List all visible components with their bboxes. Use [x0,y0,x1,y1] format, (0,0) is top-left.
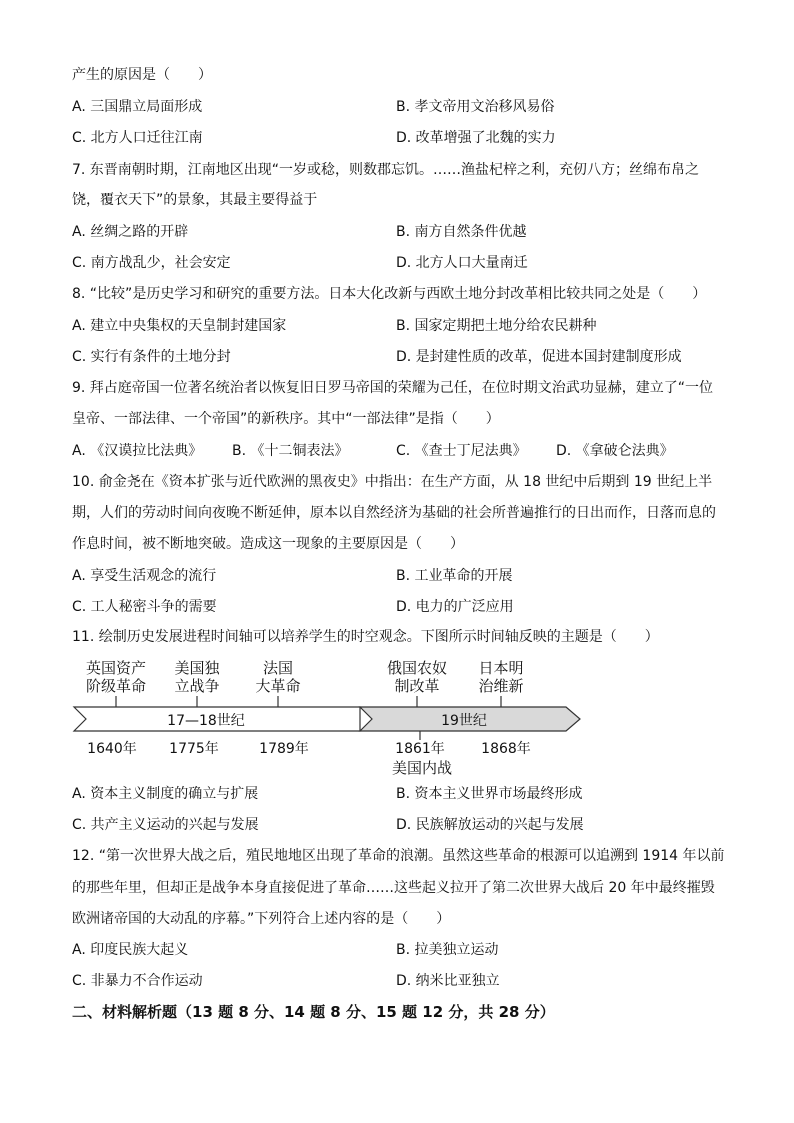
history-timeline [72,656,592,778]
timeline-year-2: 1775年 [169,741,219,757]
q8-option-a: A. 建立中央集权的天皇制封建国家 [72,318,287,334]
q8-option-c: C. 实行有条件的土地分封 [72,349,231,365]
q6-option-a: A. 三国鼎立局面形成 [72,99,203,115]
q8-stem-line-1: 8. “比较”是历史学习和研究的重要方法。日本大化改新与西欧土地分封改革相比较共同之处是（ ） [72,286,707,302]
q10-stem-line-2: 期，人们的劳动时间向夜晚不断延伸，原本以自然经济为基础的社会所普遍推行的日出而作，日落而息的 [72,505,716,521]
q12-option-d: D. 纳米比亚独立 [396,973,500,989]
q11-option-a: A. 资本主义制度的确立与扩展 [72,786,259,802]
q7-option-c: C. 南方战乱少，社会安定 [72,255,231,271]
q12-stem-line-2: 的那些年里，但却正是战争本身直接促进了革命……这些起义拉开了第二次世界大战后 20 年中最终摧毁 [72,880,715,896]
q12-option-b: B. 拉美独立运动 [396,942,499,958]
q11-option-d: D. 民族解放运动的兴起与发展 [396,817,584,833]
q9-option-c: C. 《查士丁尼法典》 [396,443,527,459]
q12-stem-line-3: 欧洲诸帝国的大动乱的序幕。”下列符合上述内容的是（ ） [72,911,451,927]
timeline-event-5-line-2: 治维新 [478,677,524,695]
q11-stem-line-1: 11. 绘制历史发展进程时间轴可以培养学生的时空观念。下图所示时间轴反映的主题是（ ） [72,629,659,645]
timeline-event-2-line-1: 美国独 [174,659,220,677]
q9-stem-line-1: 9. 拜占庭帝国一位著名统治者以恢复旧日罗马帝国的荣耀为己任，在位时期文治武功显赫，建立了“一位 [72,380,714,396]
q9-option-d: D. 《拿破仑法典》 [556,443,674,459]
q10-stem-line-1: 10. 俞金尧在《资本扩张与近代欧洲的黑夜史》中指出：在生产方面，从 18 世纪中后期到 19 世纪上半 [72,474,713,490]
q7-option-b: B. 南方自然条件优越 [396,224,527,240]
timeline-event-1-line-1: 英国资产 [85,659,147,677]
q12-stem-line-1: 12. “第一次世界大战之后，殖民地地区出现了革命的浪潮。虽然这些革命的根源可以追溯到 1914 年以前 [72,848,725,864]
q7-option-a: A. 丝绸之路的开辟 [72,224,189,240]
q9-option-a: A. 《汉谟拉比法典》 [72,443,203,459]
timeline-event-below: 美国内战 [391,759,453,777]
q7-option-d: D. 北方人口大量南迁 [396,255,528,271]
timeline-event-1-line-2: 阶级革命 [85,677,147,695]
q6-stem: 产生的原因是（ ） [72,67,212,83]
q8-option-b: B. 国家定期把土地分给农民耕种 [396,318,597,334]
q10-option-d: D. 电力的广泛应用 [396,599,514,615]
q7-stem-line-1: 7. 东晋南朝时期，江南地区出现“一岁或稔，则数郡忘饥。……渔盐杞梓之利，充仞八方；丝绵布帛之 [72,162,700,178]
timeline-segment-2-label: 19世纪 [441,713,487,729]
q10-option-c: C. 工人秘密斗争的需要 [72,599,217,615]
timeline-event-5-line-1: 日本明 [478,659,524,677]
timeline-event-3-line-2: 大革命 [255,677,301,695]
q10-stem-line-3: 作息时间，被不断地突破。造成这一现象的主要原因是（ ） [72,536,464,552]
timeline-segment-1-label: 17—18世纪 [167,713,245,729]
timeline-event-4-line-1: 俄国农奴 [386,659,448,677]
q12-option-c: C. 非暴力不合作运动 [72,973,203,989]
q11-option-b: B. 资本主义世界市场最终形成 [396,786,583,802]
q6-option-c: C. 北方人口迁往江南 [72,130,203,146]
timeline-event-4-line-2: 制改革 [394,677,440,695]
q8-option-d: D. 是封建性质的改革，促进本国封建制度形成 [396,349,682,365]
timeline-year-4: 1861年 [395,741,445,757]
timeline-year-3: 1789年 [259,741,309,757]
q10-option-b: B. 工业革命的开展 [396,568,513,584]
q6-option-b: B. 孝文帝用文治移风易俗 [396,99,555,115]
q11-option-c: C. 共产主义运动的兴起与发展 [72,817,259,833]
timeline-event-2-line-2: 立战争 [174,677,220,695]
section-heading: 二、材料解析题（13 题 8 分、14 题 8 分、15 题 12 分，共 28 分） [72,1003,555,1021]
timeline-year-1: 1640年 [87,741,137,757]
q12-option-a: A. 印度民族大起义 [72,942,189,958]
timeline-year-5: 1868年 [481,741,531,757]
timeline-event-3-line-1: 法国 [262,659,294,677]
q10-option-a: A. 享受生活观念的流行 [72,568,217,584]
q6-option-d: D. 改革增强了北魏的实力 [396,130,556,146]
q9-option-b: B. 《十二铜表法》 [232,443,349,459]
q9-stem-line-2: 皇帝、一部法律、一个帝国”的新秩序。其中“一部法律”是指（ ） [72,411,500,427]
q7-stem-line-2: 饶，覆衣天下”的景象，其最主要得益于 [72,192,318,208]
